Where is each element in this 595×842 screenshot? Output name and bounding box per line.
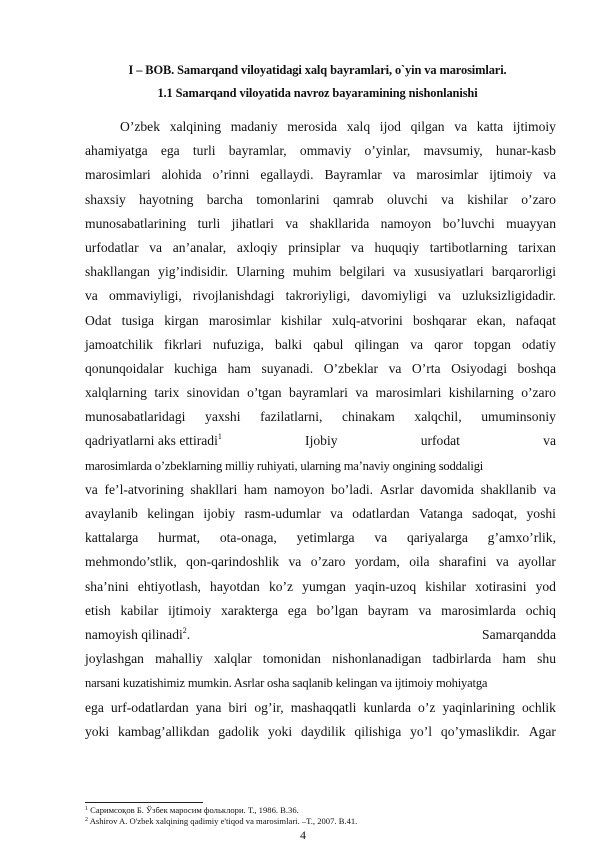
word: shakllarida [309,215,370,231]
word: xalqlar [213,651,252,667]
word: ommaviyligi, [108,288,182,304]
section-heading: 1.1 Samarqand viloyatida navroz bayaramining nishonlanishi [157,86,478,100]
word: va [454,119,468,134]
text-line [85,454,556,478]
word: tadbirlarda [432,651,492,667]
word: o’tgan [247,385,282,401]
word: va [374,530,388,546]
word: sinovidan [186,385,240,401]
word: xarakterga [220,602,279,618]
word: barqarorligi [491,264,556,280]
word: urf-odatlardan [110,699,189,715]
word: yaqin-uzoq [355,578,417,594]
word: nafaqat [515,312,556,328]
word: kishilar [425,578,467,594]
word: joylashgan [85,651,144,667]
word: alohida [161,167,202,183]
word: tomonlarini [256,191,320,207]
word: hurmat, [158,530,201,546]
word: suyanadi. [261,360,314,376]
word: sharafini [438,554,487,570]
word: qilingan [354,336,400,352]
word: va [543,433,556,449]
word: sha’nini [85,578,129,594]
word: kabilar [120,602,159,618]
text-line [85,575,556,599]
word: barcha [206,191,243,207]
word: yaxshi [205,409,241,425]
chapter-heading: I – BOB. Samarqand viloyatidagi xalq bayramlari, o`yin va marosimlari. [128,63,507,77]
word: xalqlarning [85,385,147,401]
word: turli [197,215,221,231]
footnote-2 [85,816,357,827]
word: egallaydi. [260,167,314,183]
word: hayotning [139,191,194,207]
text-line [85,381,556,405]
word: shu [537,651,556,667]
text-line [85,333,556,357]
word: urfodat [420,433,460,449]
word: narsani kuzatishimiz mumkin. Asrlar osha saqlanib kelingan va ijtimoiy mohiyatga [85,676,488,691]
word: davomiyligi [361,288,427,304]
word: chinakam [341,409,395,425]
word: O’zbek [120,119,161,134]
word: prinsiplar [288,239,341,255]
word: namoyon [273,481,325,497]
text-line [85,212,556,236]
word: muayyan [506,215,556,231]
word: ega [160,143,180,159]
word: O’zbeklar [323,360,379,376]
word: va [85,481,98,497]
text-line [85,260,556,284]
word: merosida [287,119,338,134]
word: mehmondo’stlik, [85,554,177,570]
word: nufuziga, [212,336,264,352]
word: an’analar, [172,239,227,255]
word: kuchiga [174,360,218,376]
word: namoyon [380,215,432,231]
word: nishonlanadigan [332,651,422,667]
word: kattalarga [85,530,139,546]
word: yordam, [354,554,400,570]
word: mashaqqatli [290,699,357,715]
text-line [85,623,556,647]
word: yig’indisidir. [158,264,229,280]
word: ijobiy [203,506,236,521]
word: shaxsiy [85,191,126,207]
word: ehtiyotlash, [137,578,201,594]
word: bayramlar, [228,143,287,159]
word: davomida [420,481,474,497]
word: namoyish qilinadi$^2$. [85,625,191,642]
word: ekan, [476,312,506,328]
word: ochlik [521,699,556,715]
text-line [85,671,556,695]
word: ijtimoiy [512,119,556,134]
word: Asrlar [379,481,414,497]
word: va [438,288,451,304]
word: bayramlari [289,385,348,401]
word: o’yinlar, [364,143,411,159]
word: yoki [267,723,293,739]
word: o’zaro [310,554,346,570]
word: mavsumiy, [423,143,483,159]
word: va [418,602,432,618]
word: huquqiy [374,239,420,255]
text-line [85,163,556,187]
word: munosabatlarining [85,215,187,231]
text-line [85,115,556,139]
word: tarixan [518,239,556,255]
word: qilgan [410,119,445,134]
word: va [495,554,509,570]
word: kishilar [280,312,322,328]
footnote-ref: 2 [182,625,187,635]
word: o’zaro [521,385,556,401]
text-line [85,309,556,333]
word: bo’ladi. [331,481,374,497]
text-line [85,550,556,574]
word: topgan [473,336,511,352]
word: qamrab [332,191,374,207]
footnote-1 [85,805,299,816]
word: Odat [85,312,112,328]
word: o’rinni [212,167,250,183]
word: va [388,360,402,376]
word: va [441,191,454,207]
word: uzluksizligidadir. [461,288,556,304]
word: belgilari [339,264,385,280]
text-line [85,647,556,671]
word: biri [228,699,248,715]
text-line [85,478,556,502]
word: qadriyatlarni aks ettiradi$^1$ [85,432,222,449]
word: va [355,385,369,401]
word: tarix [154,385,180,401]
word: ega [287,602,307,618]
word: shakllanib [480,481,537,497]
word: madaniy [230,119,278,134]
word: qonunqoidalar [85,360,164,376]
word: hunar-kasb [495,143,556,159]
word: og’ir, [254,699,284,715]
word: ijtimoiy [168,602,212,618]
word: va [543,167,556,183]
text-line [85,599,556,623]
word: o’zaro [521,191,556,207]
text-line [85,720,556,744]
word: yaqinlarining [442,699,515,715]
word: fikrlari [164,336,202,352]
word: kunlarda [363,699,411,715]
text-line [85,139,556,163]
word: bo’lgan [316,602,359,618]
word: sadoqat, [472,506,518,521]
word: fe’l-atvorining [104,481,184,497]
word: fazilatlarni, [260,409,323,425]
word: va [330,506,343,521]
word: ochiq [525,602,556,618]
text-line [85,526,556,550]
word: gadolik [218,723,260,739]
word: rasm-udumlar [244,506,321,521]
word: turli [192,143,216,159]
word: shakllari [190,481,238,497]
text-line [85,405,556,429]
word: urfodatlar [85,239,139,255]
word: Bayramlar [324,167,382,183]
footnote-text: Саримсоқов Б. Ўзбек маросим фольклори. Т., 1986. В.36. [90,805,299,815]
word: xususiyatlari [414,264,484,280]
word: umuminsoniy [481,409,556,425]
footnote-ref: 1 [217,432,222,442]
word: marosimlari [375,385,442,401]
word: va [351,239,364,255]
word: yoshi [526,506,556,521]
word: ota-onaga, [219,530,277,546]
text-line [85,357,556,381]
word: marosimlar [416,167,479,183]
word: daydilik [300,723,346,739]
word: avaylanib [85,506,138,521]
word: Samarqandda [482,626,556,642]
word: Agar [528,723,556,739]
footnote-number: 2 [85,817,88,823]
word: kishilar [467,191,508,207]
text-line [85,429,556,453]
word: O’rta [411,360,441,376]
footnote-divider [85,802,203,803]
word: ommaviy [299,143,352,159]
word: balki [274,336,303,352]
page-number: 4 [300,828,306,842]
word: ko’z [268,578,294,594]
word: takroriyligi, [285,288,351,304]
word: ijod [379,119,401,134]
text-line [85,188,556,212]
word: yoki [85,723,110,739]
text-line [85,696,556,720]
word: Osiyodagi [451,360,507,376]
word: hayotdan [210,578,260,594]
word: g’amxo’rlik, [487,530,556,546]
word: yumgan [302,578,346,594]
word: va [543,481,556,497]
word: kishilarning [448,385,514,401]
word: tartibotlarning [429,239,508,255]
word: ijtimoiy [489,167,533,183]
word: va [410,336,424,352]
word: marosimlar [208,312,271,328]
word: va [393,264,406,280]
word: ega [85,699,104,715]
word: xulq-atvorini [331,312,403,328]
word: odatiy [522,336,556,352]
word: boshqarar [412,312,467,328]
word: etish [85,602,111,618]
word: qilishiga [354,723,402,739]
text-line [85,502,556,526]
word: xalq [346,119,371,134]
word: jamoatchilik [85,336,153,352]
word: oila [409,554,430,570]
word: bayram [367,602,409,618]
word: xalqchil, [414,409,462,425]
word: o’z [418,699,436,715]
footnote-text: Ashirov A. O'zbek xalqining qadimiy e'tiqod va marosimlari. –T., 2007. B.41. [89,816,358,826]
word: boshqa [517,360,556,376]
word: yetimlarga [296,530,355,546]
word: tusiga [121,312,155,328]
word: oluvchi [387,191,428,207]
word: va [149,239,163,255]
word: kirgan [164,312,199,328]
word: muhim [292,264,332,280]
word: Ijobiy [305,433,338,449]
text-line [85,236,556,260]
footnote-number: 1 [85,806,88,812]
word: va [85,288,98,304]
word: qariyalarga [406,530,468,546]
word: qaror [434,336,463,352]
word: ham [227,360,251,376]
word: axloqiy [236,239,278,255]
word: katta [476,119,504,134]
word: ham [243,481,268,497]
word: ahamiyatga [85,143,148,159]
word: tomonidan [262,651,321,667]
word: yo’l [410,723,433,739]
word: Vatanga [419,506,463,521]
word: ayollar [518,554,556,570]
word: marosimlari [85,167,151,183]
word: va [392,167,406,183]
word: mahalliy [155,651,203,667]
word: qo’ymaslikdir. [440,723,520,739]
word: Ularning [236,264,285,280]
word: munosabatlaridagi [85,409,186,425]
word: yana [195,699,222,715]
word: shakllangan [85,264,150,280]
word: rivojlanishdagi [192,288,275,304]
word: bo’luvchi [442,215,495,231]
word: va [288,554,302,570]
word: yod [535,578,556,594]
word: va [285,215,299,231]
word: marosimlarda o’zbeklarning milliy ruhiyati, ularning ma’naviy ongining soddaligi [85,458,484,473]
word: odatlardan [352,506,410,521]
word: kambag’allikdan [118,723,210,739]
word: ham [502,651,526,667]
word: marosimlarda [441,602,516,618]
body-paragraphs [85,115,556,744]
word: xalqining [169,119,222,134]
word: kelingan [147,506,195,521]
text-line [85,284,556,308]
word: xotirasini [475,578,527,594]
word: qon-qarindoshlik [186,554,280,570]
word: jihatlari [231,215,274,231]
word: qabul [313,336,344,352]
